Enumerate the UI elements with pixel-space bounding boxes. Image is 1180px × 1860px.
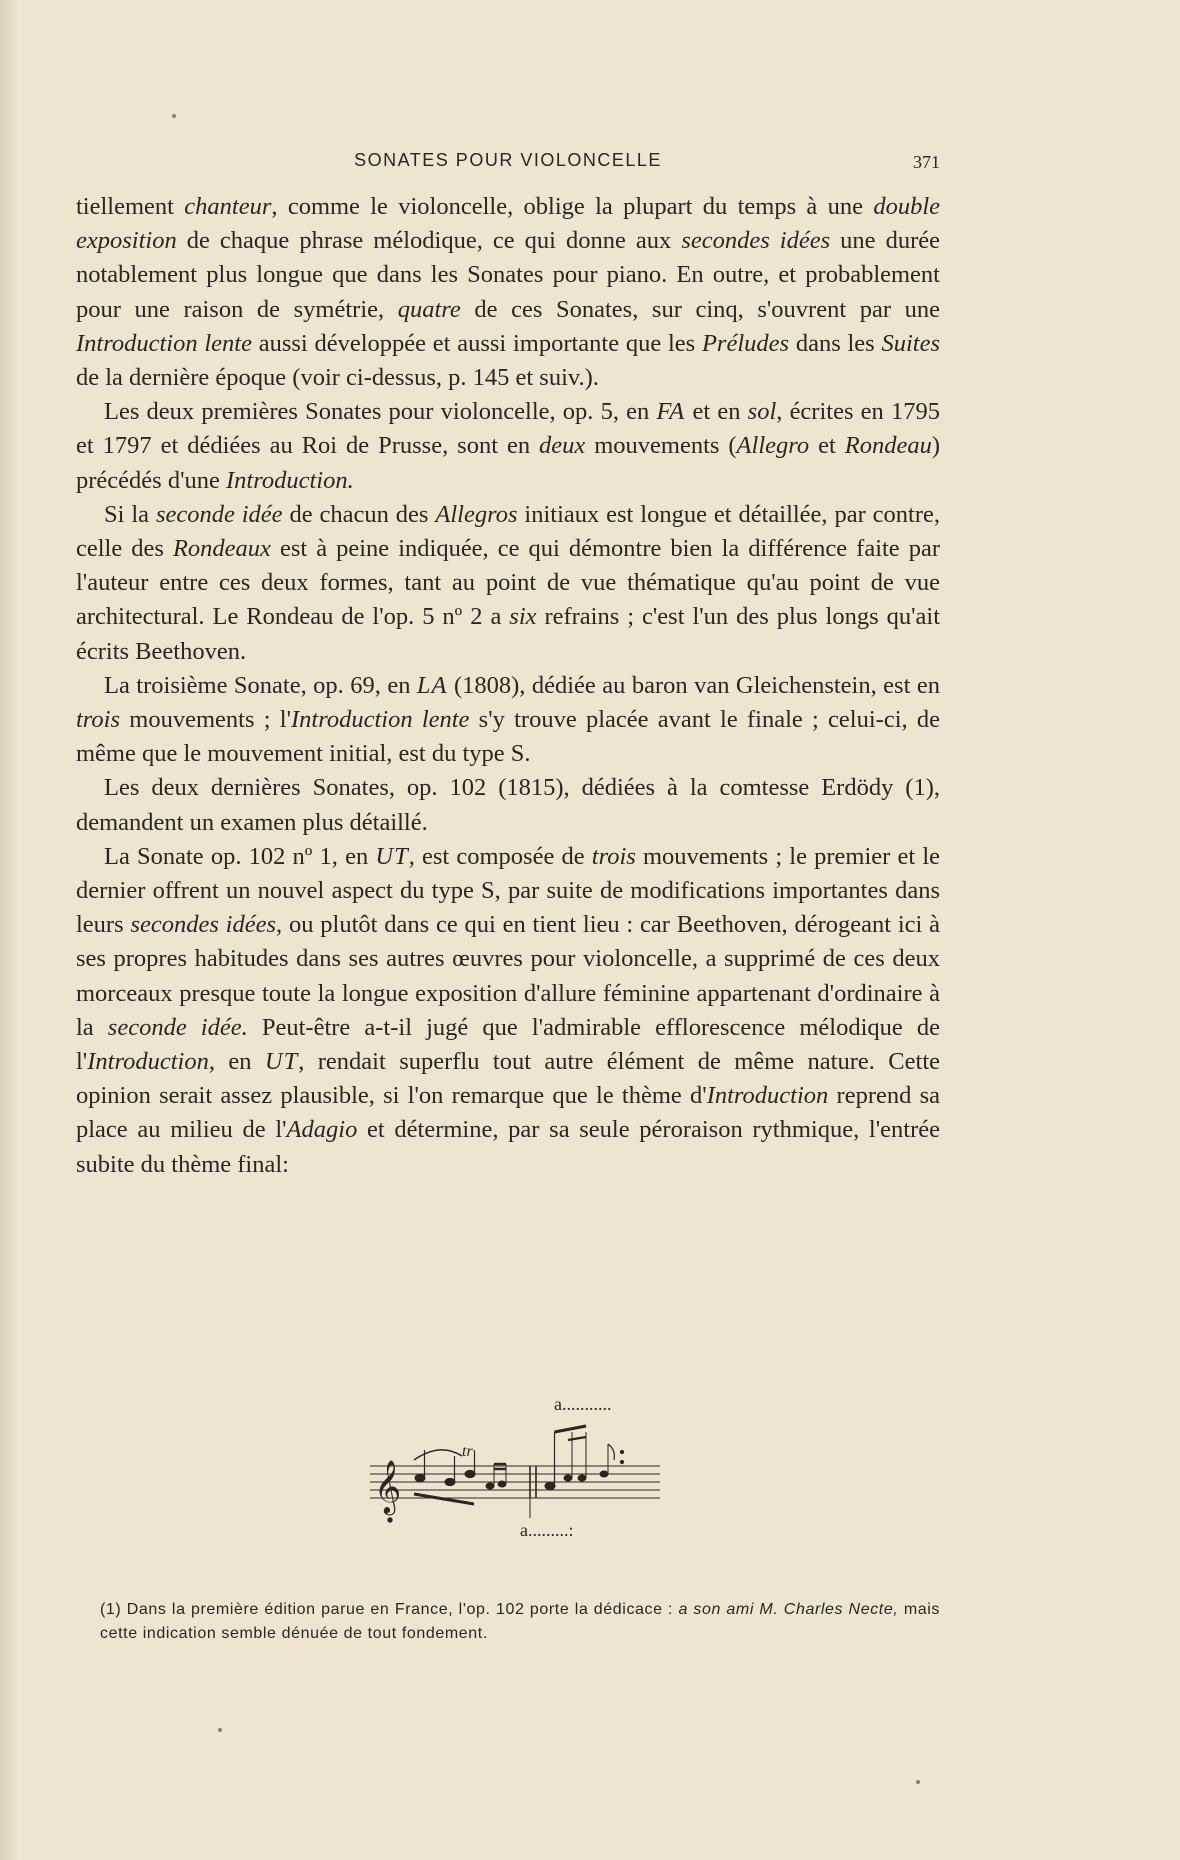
italic-run: quatre xyxy=(397,295,461,323)
italic-run: Introduction. xyxy=(225,466,354,494)
paragraph xyxy=(76,840,940,1182)
text-run: une durée notablement plus longue que dans les Sonates pour piano. En outre, et probablement pour une raison de symétrie, xyxy=(76,227,940,323)
text-run: et détermine, par sa seule péroraison rythmique, l'entrée subite du thème final: xyxy=(76,1116,940,1178)
paragraph xyxy=(76,669,940,772)
text-run: La Sonate op. 102 nº 1, en xyxy=(104,842,376,870)
italic-run: trois xyxy=(76,706,121,734)
italic-run: Introduction lente xyxy=(76,329,252,357)
staff-lines xyxy=(370,1466,660,1498)
text-run: refrains ; c'est l'un des plus longs qu'ait écrits Beethoven. xyxy=(76,603,940,665)
text-run: de ces Sonates, sur cinq, s'ouvrent par une xyxy=(460,295,940,323)
music-example xyxy=(370,1380,670,1540)
italic-run: chanteur xyxy=(184,193,272,220)
italic-run: Introduction xyxy=(87,1048,209,1076)
music-label-bottom: a.........: xyxy=(520,1520,574,1540)
text-run: Les deux dernières Sonates, op. 102 (1815), dédiées à la comtesse Erdödy (1), demandent un examen plus détaillé. xyxy=(76,774,940,836)
notes-first-bar xyxy=(388,1450,506,1522)
italic-run: seconde idée xyxy=(155,500,283,528)
text-run: est à peine indiquée, ce qui démontre bien la différence faite par l'auteur entre ces deux formes, tant au point de vue thématique qu'au point de vue architectural. Le Rondeau de l'op. 5 nº 2 a xyxy=(76,535,940,631)
key-name: LA xyxy=(416,671,448,699)
music-label-top: a........... xyxy=(554,1394,612,1414)
notes-second-bar xyxy=(545,1426,624,1490)
footnote-text xyxy=(100,1598,940,1646)
text-run: , rendait superflu tout autre élément de même nature. Cette opinion serait assez plausible, si l'on remarque que le thème d' xyxy=(76,1048,940,1110)
italic-run: Allegros xyxy=(435,500,518,528)
paragraph xyxy=(76,190,940,395)
trill-mark: tr xyxy=(462,1443,473,1460)
text-run: tiellement xyxy=(76,193,185,220)
text-run: de la dernière époque (voir ci-dessus, p. 145 et suiv.). xyxy=(76,364,599,392)
italic-run: Introduction lente xyxy=(291,706,470,734)
text-run: , écrites en 1795 et 1797 et dédiées au Roi de Prusse, sont en xyxy=(76,398,940,460)
text-run: et xyxy=(809,432,845,460)
text-run: La troisième Sonate, op. 69, en xyxy=(104,671,417,699)
italic-run: Suites xyxy=(881,329,940,357)
italic-run: secondes idées xyxy=(681,227,831,255)
page-edge-shadow xyxy=(0,0,18,1860)
page-number: 371 xyxy=(913,152,940,172)
text-run: (1) Dans la première édition parue en France, l'op. 102 porte la dédicace : xyxy=(100,1601,679,1618)
text-run: mais cette indication semble dénuée de tout fondement. xyxy=(100,1601,940,1642)
italic-run: Adagio xyxy=(286,1116,358,1144)
page-header xyxy=(76,150,940,180)
text-run: (1808), dédiée au baron van Gleichenstein, est en xyxy=(447,671,940,699)
text-run: mouvements ; l' xyxy=(120,706,291,734)
italic-run: Introduction xyxy=(706,1082,829,1110)
italic-run: Allegro xyxy=(736,432,810,460)
italic-run: six xyxy=(509,603,537,631)
text-run: de chaque phrase mélodique, ce qui donne aux xyxy=(176,227,682,255)
paragraph xyxy=(76,498,940,669)
text-run: , en xyxy=(208,1048,265,1076)
paper-speck xyxy=(916,1780,920,1784)
italic-run: seconde idée. xyxy=(107,1013,248,1041)
paragraph xyxy=(76,395,940,498)
text-run: Peut-être a-t-il jugé que l'admirable efflorescence mélodique de l' xyxy=(76,1013,941,1076)
text-run: , est composée de xyxy=(408,842,592,870)
text-run: , comme le violoncelle, oblige la plupart du temps à une xyxy=(271,193,874,220)
text-run: reprend sa place au milieu de l' xyxy=(76,1082,940,1144)
italic-run: Rondeaux xyxy=(172,535,271,563)
text-run: et en xyxy=(685,398,748,426)
text-run: , ou plutôt dans ce qui en tient lieu : car Beethoven, dérogeant ici à ses propres habitudes dans ses autres œuvres pour violoncelle, a supprimé de ces deux morceaux presque toute la longue exposition d'allure féminine appartenant d'ordinaire à la xyxy=(76,911,940,1041)
key-name: UT xyxy=(264,1048,299,1076)
text-run: aussi développée et aussi importante que les xyxy=(251,329,702,357)
key-name: FA xyxy=(656,398,686,426)
text-run: initiaux est longue et détaillée, par contre, celle des xyxy=(76,500,940,563)
italic-run: trois xyxy=(591,842,636,870)
text-run: dans les xyxy=(789,329,882,357)
treble-clef-icon: 𝄞 xyxy=(374,1459,402,1513)
text-run: mouvements ( xyxy=(585,432,737,460)
text-run: s'y trouve placée avant le finale ; celui-ci, de même que le mouvement initial, est du type S. xyxy=(76,706,940,768)
paragraph xyxy=(76,771,940,839)
italic-run: a son ami M. Charles Necte, xyxy=(678,1601,899,1618)
running-title: SONATES POUR VIOLONCELLE xyxy=(354,150,662,170)
key-name: UT xyxy=(375,842,409,870)
text-run: ) précédés d'une xyxy=(76,432,940,494)
italic-run: deux xyxy=(539,432,586,460)
paper-speck xyxy=(218,1728,222,1732)
text-run: Les deux premières Sonates pour violoncelle, op. 5, en xyxy=(104,398,657,426)
body-text xyxy=(76,190,940,1182)
text-run: de chacun des xyxy=(282,500,436,528)
italic-run: sol xyxy=(747,398,777,426)
italic-run: secondes idées xyxy=(130,911,277,939)
music-score xyxy=(370,1380,670,1540)
italic-run: Préludes xyxy=(701,329,790,357)
italic-run: double exposition xyxy=(76,193,940,255)
footnote xyxy=(100,1598,940,1646)
italic-run: Rondeau xyxy=(844,432,932,460)
text-run: Si la xyxy=(104,500,156,528)
paper-speck xyxy=(172,114,176,118)
text-run: mouvements ; le premier et le dernier offrent un nouvel aspect du type S, par suite de modifications importantes dans leurs xyxy=(76,842,941,939)
